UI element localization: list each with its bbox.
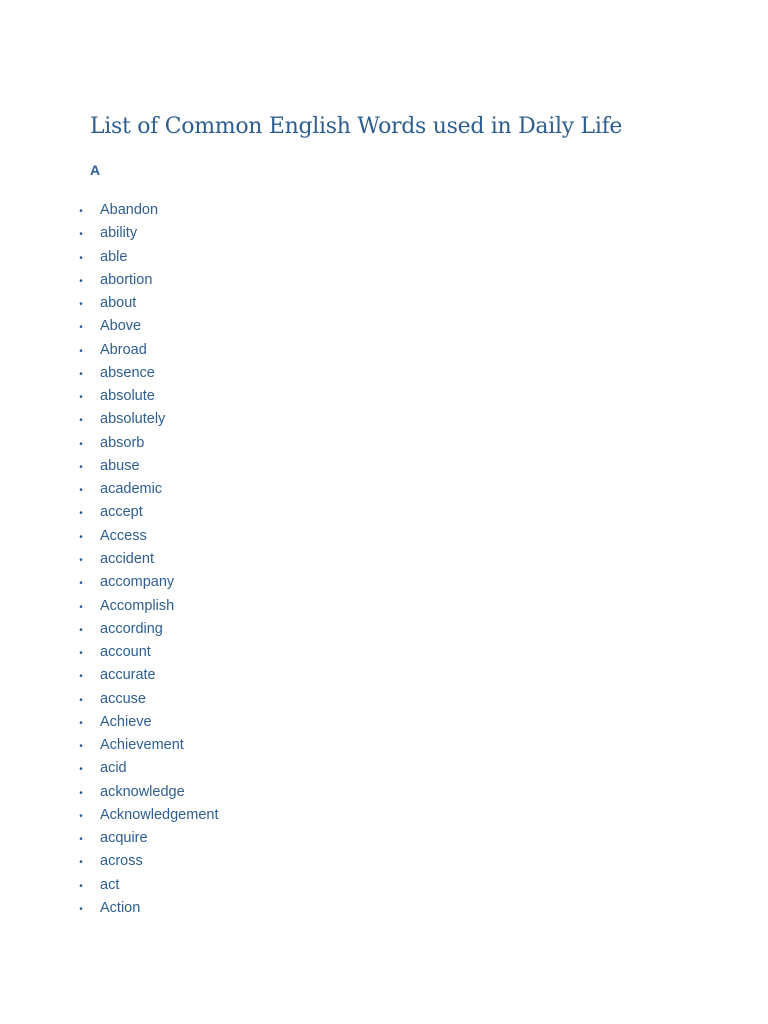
list-item [0, 618, 219, 641]
list-item [0, 641, 219, 664]
list-item [0, 246, 219, 269]
list-item [0, 897, 219, 920]
list-item [0, 478, 219, 501]
bullet-icon: • [79, 578, 83, 590]
bullet-icon: • [79, 322, 83, 334]
word-list [0, 199, 219, 920]
word-text: Accomplish [100, 597, 175, 614]
word-text: accompany [100, 574, 175, 591]
word-text: Acknowledgement [100, 806, 219, 823]
list-item [0, 385, 219, 408]
page-title: List of Common English Words used in Daily Life [90, 114, 623, 139]
bullet-icon: • [79, 717, 83, 729]
bullet-icon: • [79, 787, 83, 799]
list-item [0, 292, 219, 315]
bullet-icon: • [79, 508, 83, 520]
bullet-icon: • [79, 392, 83, 404]
bullet-icon: • [79, 485, 83, 497]
bullet-icon: • [79, 624, 83, 636]
word-text: Abroad [100, 341, 147, 358]
list-item [0, 339, 219, 362]
bullet-icon: • [79, 857, 83, 869]
word-text: ability [100, 225, 138, 242]
word-text: account [100, 644, 151, 661]
word-text: Achievement [100, 737, 184, 754]
word-text: acknowledge [100, 783, 185, 800]
list-item [0, 269, 219, 292]
bullet-icon: • [79, 694, 83, 706]
bullet-icon: • [79, 903, 83, 915]
word-text: Action [100, 899, 141, 916]
word-text: academic [100, 481, 163, 498]
word-text: accept [100, 504, 143, 521]
word-text: absolutely [100, 411, 166, 428]
word-text: abuse [100, 457, 140, 474]
list-item [0, 222, 219, 245]
word-text: according [100, 620, 163, 637]
list-item [0, 734, 219, 757]
bullet-icon: • [79, 810, 83, 822]
word-text: across [100, 853, 143, 870]
word-text: abortion [100, 271, 153, 288]
word-text: Abandon [100, 202, 159, 218]
word-text: accuse [100, 690, 146, 707]
word-text: accident [100, 550, 155, 567]
list-item [0, 664, 219, 687]
bullet-icon: • [79, 345, 83, 357]
list-item [0, 571, 219, 594]
list-item [0, 688, 219, 711]
bullet-icon: • [79, 415, 83, 427]
list-item [0, 874, 219, 897]
list-item [0, 711, 219, 734]
bullet-icon: • [79, 438, 83, 450]
word-text: acquire [100, 830, 148, 847]
bullet-icon: • [79, 206, 83, 217]
bullet-icon: • [79, 741, 83, 753]
section-heading: A [90, 162, 101, 178]
list-item [0, 362, 219, 385]
bullet-icon: • [79, 671, 83, 683]
list-item [0, 548, 219, 571]
word-text: absorb [100, 434, 145, 451]
word-text: acid [100, 760, 127, 777]
bullet-icon: • [79, 880, 83, 892]
word-text: Above [100, 318, 142, 335]
word-text: Achieve [100, 713, 152, 730]
word-text: able [100, 248, 128, 265]
bullet-icon: • [79, 252, 83, 264]
word-text: Access [100, 527, 147, 544]
list-item [0, 804, 219, 827]
list-item [0, 455, 219, 478]
list-item [0, 315, 219, 338]
bullet-icon: • [79, 554, 83, 566]
bullet-icon: • [79, 299, 83, 311]
bullet-icon: • [79, 275, 83, 287]
list-item [0, 525, 219, 548]
list-item [0, 595, 219, 618]
list-item [0, 781, 219, 804]
list-item [0, 501, 219, 524]
word-text: absence [100, 364, 155, 381]
list-item [0, 432, 219, 455]
bullet-icon: • [79, 461, 83, 473]
bullet-icon: • [79, 764, 83, 776]
list-item [0, 827, 219, 850]
list-item [0, 757, 219, 780]
list-item [0, 199, 219, 222]
bullet-icon: • [79, 368, 83, 380]
word-text: absolute [100, 388, 155, 405]
bullet-icon: • [79, 229, 83, 241]
bullet-icon: • [79, 834, 83, 846]
list-item [0, 408, 219, 431]
bullet-icon: • [79, 601, 83, 613]
bullet-icon: • [79, 531, 83, 543]
word-text: about [100, 295, 137, 312]
word-text: accurate [100, 667, 156, 684]
list-item [0, 850, 219, 873]
bullet-icon: • [79, 648, 83, 660]
word-text: act [100, 876, 120, 893]
